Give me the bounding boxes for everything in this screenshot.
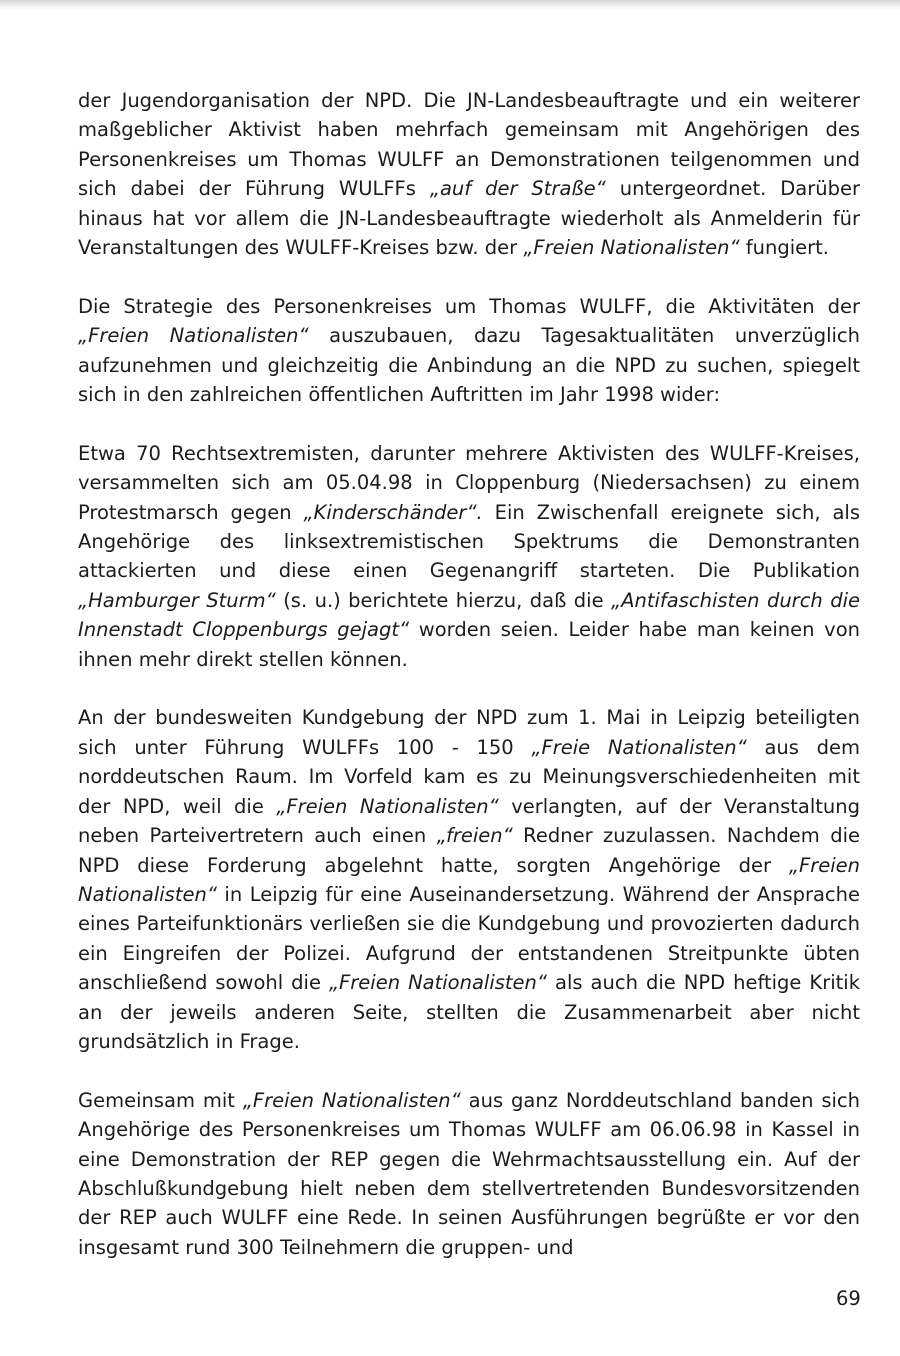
text-run: aus ganz Norddeutschland banden sich Angehörige des Personenkreises um Thomas WULFF am 06.06.98 in Kassel in eine Demonstration der REP gegen die Wehrmachtsausstellung ein. Auf der Abschlußkundgebung hielt neben dem stellvertretenden Bundesvorsitzenden der REP auch WULFF eine Rede. In seinen Ausführungen begrüßte er vor den insgesamt rund 300 Teilnehmern die gruppen- und — [78, 1088, 860, 1259]
text-run: der Jugendorganisation der NPD. Die JN-Landesbeauftragte und ein weiterer maßgeblicher Aktivist haben mehrfach gemeinsam mit Angehörigen des Personenkreises um Thomas WULFF an Demonstrationen teilgenommen und sich dabei der Führung WULFFs — [78, 89, 860, 201]
document-page — [78, 86, 860, 1292]
text-run: verlangten, auf der Veranstaltung neben Parteivertretern auch einen — [78, 794, 860, 848]
body-paragraph — [78, 292, 860, 410]
italic-quote: „Freien Nationalisten“ — [276, 794, 499, 818]
italic-quote: „Freien Nationalisten“ — [78, 324, 309, 348]
italic-quote: „Antifaschisten durch die Innenstadt Cloppenburgs gejagt“ — [78, 588, 860, 642]
italic-quote: „auf der Straße“ — [429, 177, 606, 201]
body-paragraph — [78, 86, 860, 262]
text-run: fungiert. — [739, 236, 829, 260]
italic-quote: „Freien Nationalisten“ — [523, 236, 740, 260]
text-run: untergeordnet. Darüber hinaus hat vor allem die JN-Landesbeauftragte wiederholt als Anmelderin für Veranstaltungen des WULFF-Kreises bzw. der — [78, 177, 860, 260]
italic-quote: „freien“ — [436, 824, 513, 848]
body-paragraph — [78, 1086, 860, 1262]
italic-quote: „Freien Nationalisten“ — [78, 853, 860, 906]
body-paragraph — [78, 439, 860, 674]
text-run: aus dem norddeutschen Raum. Im Vorfeld kam es zu Meinungsverschiedenheiten mit der NPD, weil die — [78, 735, 860, 818]
text-run: Gemeinsam mit — [78, 1088, 243, 1112]
page-number: 69 — [836, 1287, 861, 1310]
italic-quote: „Freien Nationalisten“ — [242, 1088, 461, 1112]
text-run: Ein Zwischenfall ereignete sich, als Angehörige des linksextremistischen Spektrums die Demonstranten attackierten und diese einen Gegenangriff starteten. Die Publikation — [78, 500, 860, 583]
text-run: (s. u.) berichtete hierzu, daß die — [275, 588, 612, 612]
italic-quote: „Hamburger Sturm“ — [78, 588, 276, 612]
text-run: worden seien. Leider habe man keinen von ihnen mehr direkt stellen können. — [78, 618, 860, 671]
text-run: auszubauen, dazu Tagesaktualitäten unverzüglich aufzunehmen und gleichzeitig die Anbindung an die NPD zu suchen, spiegelt sich in den zahlreichen öffentlichen Auftritten im Jahr 1998 wider: — [78, 324, 860, 407]
body-paragraph — [78, 703, 860, 1056]
text-run: in Leipzig für eine Auseinandersetzung. Während der Ansprache eines Parteifunktionärs verließen sie die Kundgebung und provozierten dadurch ein Eingreifen der Polizei. Aufgrund der entstandenen Streitpunkte übten anschließend sowohl die — [78, 882, 860, 995]
italic-quote: „Kinderschänder“. — [303, 500, 483, 524]
text-run: An der bundesweiten Kundgebung der NPD zum 1. Mai in Leipzig beteiligten sich unter Führung WULFFs 100 - 150 — [78, 706, 860, 759]
text-run: Die Strategie des Personenkreises um Thomas WULFF, die Aktivitäten der — [78, 294, 860, 318]
italic-quote: „Freie Nationalisten“ — [531, 735, 747, 759]
page-top-edge — [0, 0, 900, 10]
text-run: Etwa 70 Rechtsextremisten, darunter mehrere Aktivisten des WULFF-Kreises, versammelten sich am 05.04.98 in Cloppenburg (Niedersachsen) zu einem Protestmarsch gegen — [78, 441, 860, 524]
text-run: Redner zuzulassen. Nachdem die NPD diese Forderung abgelehnt hatte, sorgten Angehörige der — [78, 824, 860, 877]
italic-quote: „Freien Nationalisten“ — [328, 971, 548, 995]
text-run: als auch die NPD heftige Kritik an der jeweils anderen Seite, stellten die Zusammenarbeit aber nicht grundsätzlich in Frage. — [78, 971, 861, 1053]
